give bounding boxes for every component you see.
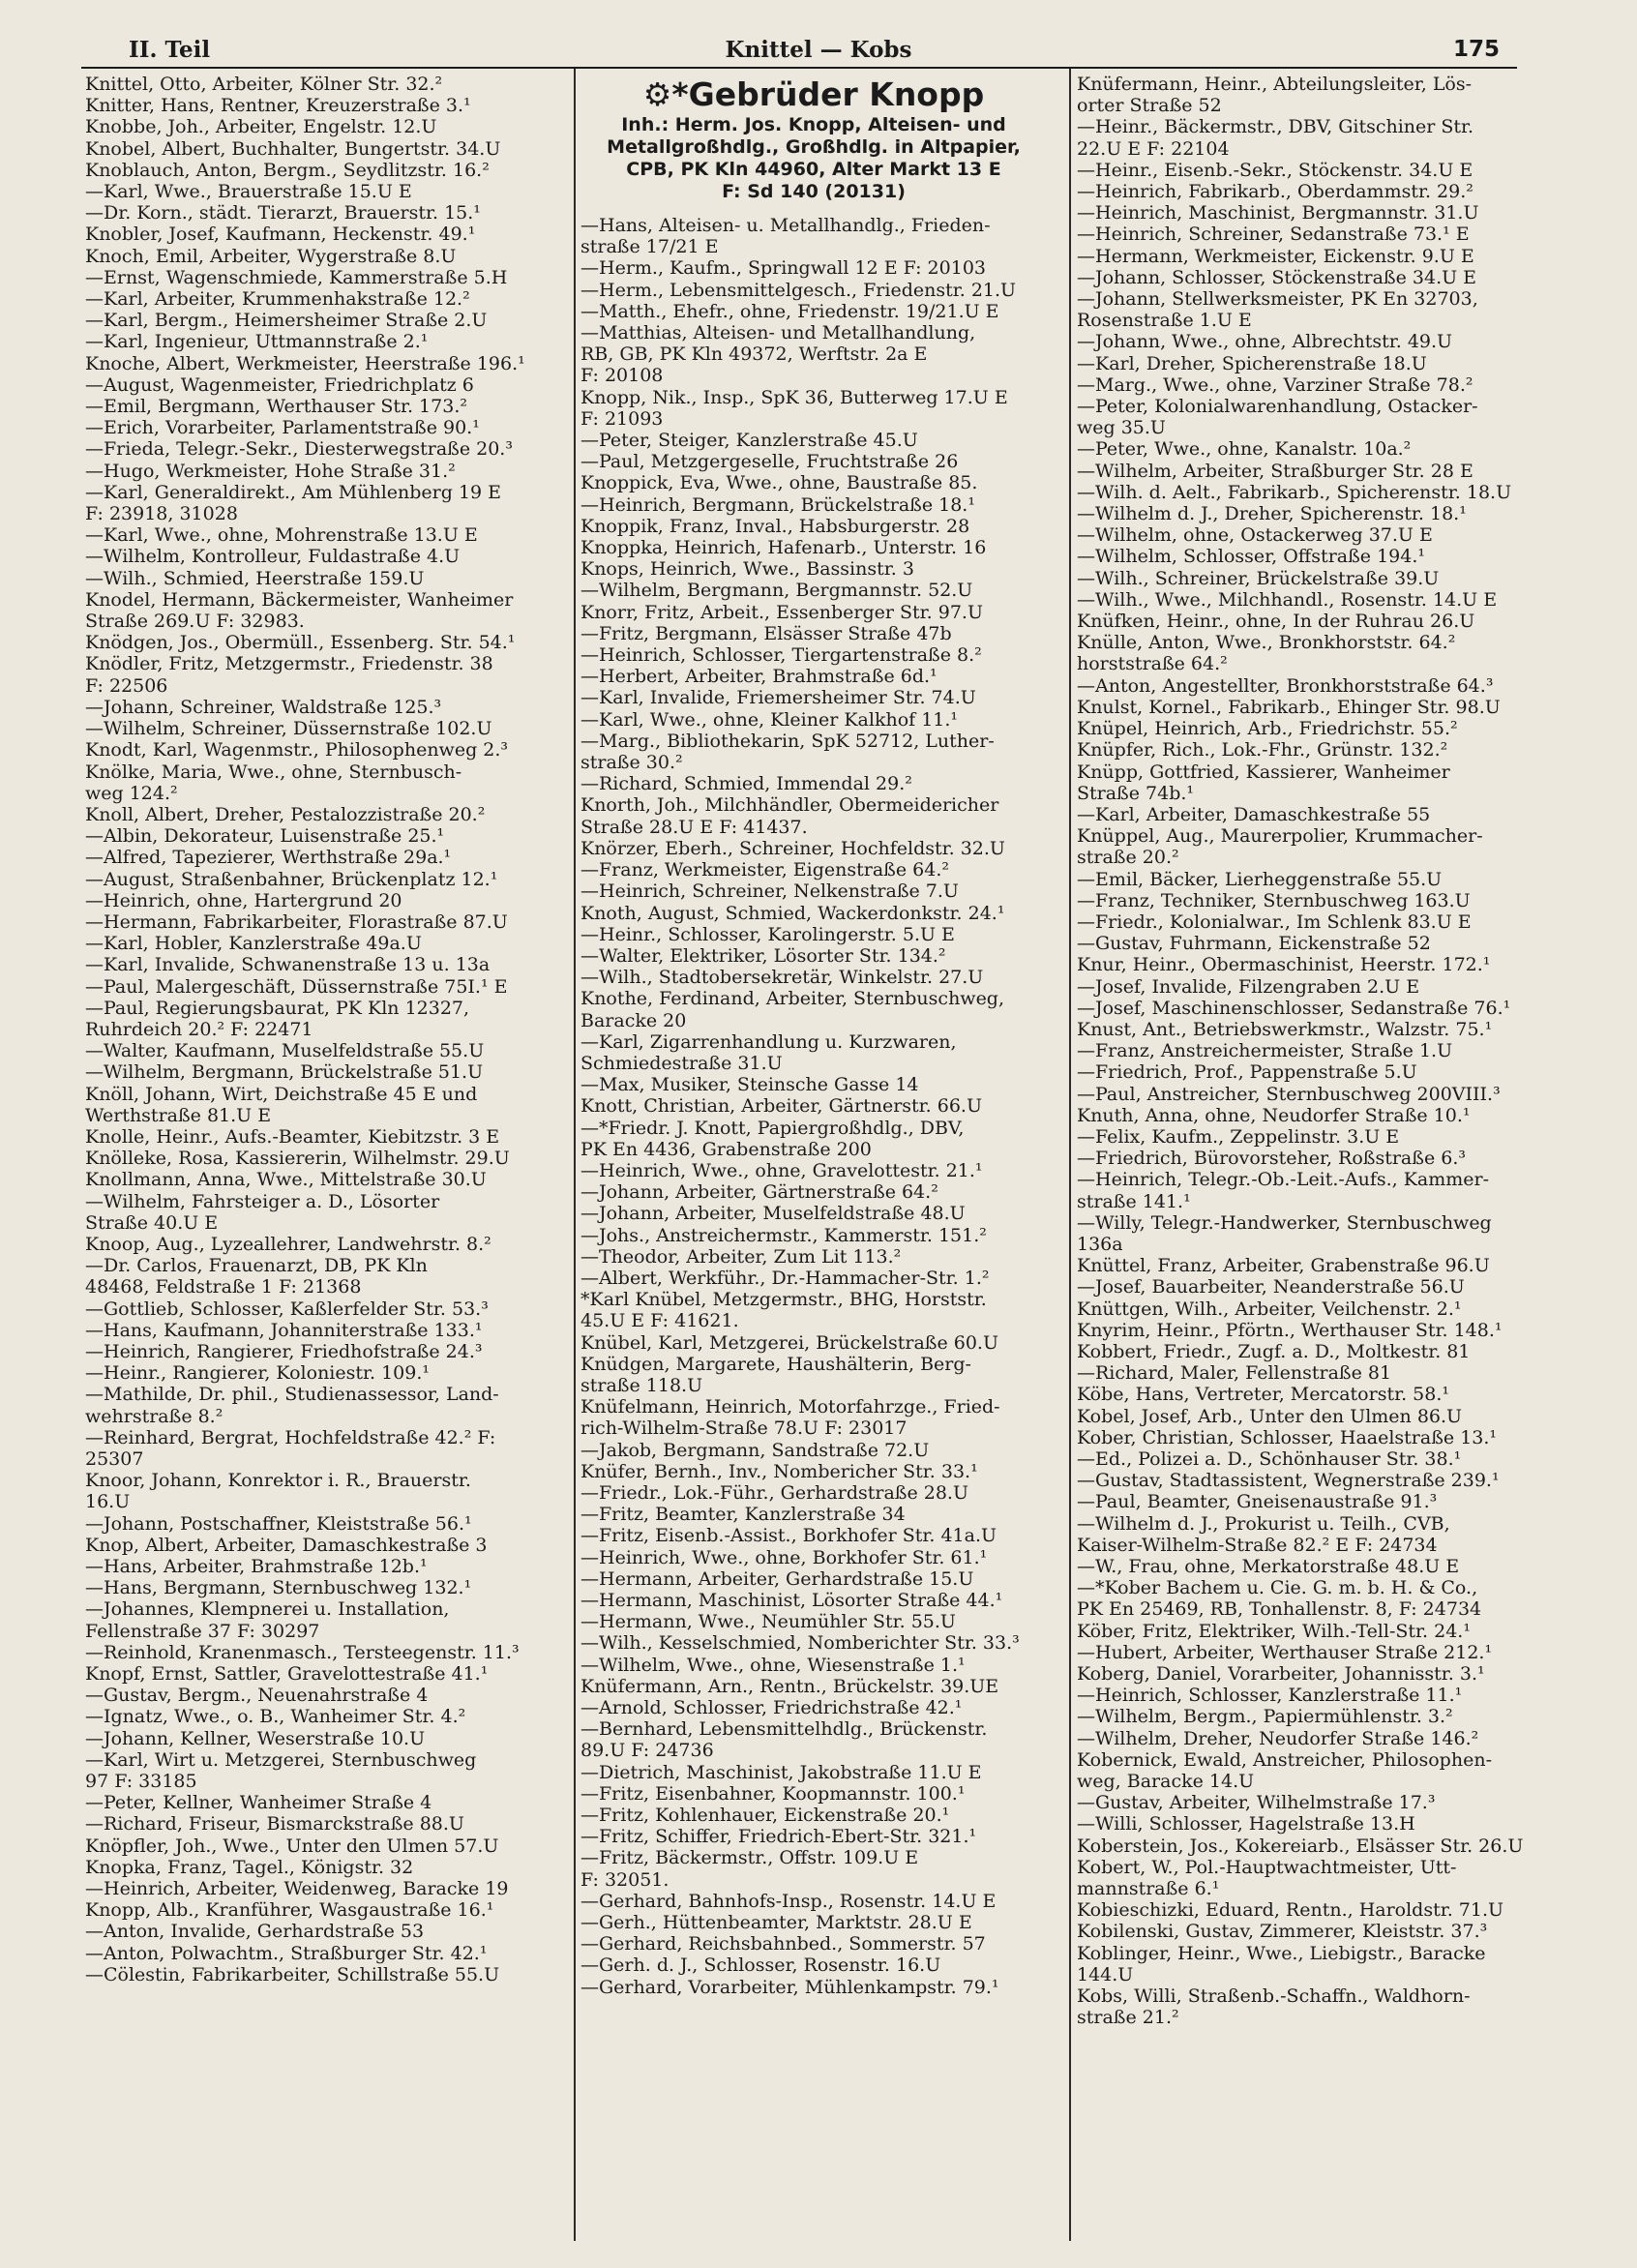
directory-entry: —Ed., Polizei a. D., Schönhauser Str. 38.¹ [1077, 1448, 1462, 1470]
directory-entry: —Peter, Steiger, Kanzlerstraße 45.U [580, 430, 918, 452]
directory-entry: —Fritz, Kohlenhauer, Eickenstraße 20.¹ [580, 1805, 950, 1827]
directory-entry: —Dietrich, Maschinist, Jakobstraße 11.U E [580, 1761, 982, 1783]
directory-entry: weg 35.U [1077, 417, 1166, 439]
directory-entry: —Willy, Telegr.-Handwerker, Sternbuschweg [1077, 1211, 1492, 1234]
directory-entry: 144.U [1077, 1963, 1134, 1985]
directory-entry: —Wilhelm, Schlosser, Offstraße 194.¹ [1077, 546, 1425, 568]
firm-advertisement [580, 75, 1047, 203]
directory-entry: Kobel, Josef, Arb., Unter den Ulmen 86.U [1077, 1405, 1463, 1427]
firm-line: CPB, PK Kln 44960, Alter Markt 13 E [626, 159, 1001, 180]
directory-entry: 97 F: 33185 [85, 1771, 197, 1793]
directory-entry: —Max, Musiker, Steinsche Gasse 14 [580, 1074, 919, 1096]
column-1 [85, 74, 551, 2236]
directory-entry: —Wilhelm d. J., Prokurist u. Teilh., CVB, [1077, 1512, 1450, 1535]
directory-entry: —Frieda, Telegr.-Sekr., Diesterwegstraße 20.³ [85, 438, 513, 461]
directory-entry: 45.U E F: 41621. [580, 1310, 739, 1332]
firm-name: *Gebrüder Knopp [671, 75, 985, 113]
firm-line: F: Sd 140 (20131) [722, 181, 906, 202]
directory-entry: —Johann, Stellwerksmeister, PK En 32703, [1077, 288, 1478, 311]
directory-entry: weg, Baracke 14.U [1077, 1771, 1255, 1793]
directory-entry: —Heinrich, Schlosser, Tiergartenstraße 8.² [580, 644, 982, 667]
directory-entry: Knüpfer, Rich., Lok.-Fhr., Grünstr. 132.² [1077, 739, 1448, 761]
directory-entry: —*Friedr. J. Knott, Papiergroßhdlg., DBV, [580, 1117, 965, 1139]
directory-entry: Kobs, Willi, Straßenb.-Schaffn., Waldhorn- [1077, 1985, 1471, 2008]
directory-entry: —Hans, Alteisen- u. Metallhandlg., Frieden- [580, 215, 991, 236]
directory-entry: Knopp, Alb., Kranführer, Wasgaustraße 16.¹ [85, 1899, 494, 1922]
directory-entry: Knoppka, Heinrich, Hafenarb., Unterstr. 16 [580, 537, 987, 559]
directory-entry: —Peter, Wwe., ohne, Kanalstr. 10a.² [1077, 438, 1412, 461]
directory-entry: —Alfred, Tapezierer, Werthstraße 29a.¹ [85, 847, 452, 869]
directory-entry: Knüdgen, Margarete, Haushälterin, Berg- [580, 1353, 971, 1375]
directory-entry: straße 21.² [1077, 2007, 1179, 2029]
directory-entry: Straße 28.U E F: 41437. [580, 816, 808, 838]
page-header [0, 33, 1637, 66]
directory-entry: —Heinrich, ohne, Hartergrund 20 [85, 889, 402, 911]
directory-entry: Köber, Fritz, Elektriker, Wilh.-Tell-Str. 24.¹ [1077, 1620, 1471, 1642]
directory-entry: —Marg., Bibliothekarin, SpK 52712, Luther- [580, 730, 995, 752]
directory-entry: straße 141.¹ [1077, 1190, 1191, 1212]
directory-entry: Knoll, Albert, Dreher, Pestalozzistraße 20.² [85, 803, 486, 825]
directory-entry: —Friedr., Lok.-Führ., Gerhardstraße 28.U [580, 1481, 968, 1504]
directory-entry: —Josef, Invalide, Filzengraben 2.U E [1077, 975, 1420, 998]
directory-entry: Knulst, Kornel., Fabrikarb., Ehinger Str. 98.U [1077, 696, 1501, 718]
directory-entry: Knyrim, Heinr., Pförtn., Werthauser Str. 148.¹ [1077, 1319, 1503, 1341]
directory-entry: 25307 [85, 1448, 144, 1470]
directory-entry: Knöpfler, Joh., Wwe., Unter den Ulmen 57.U [85, 1835, 499, 1857]
directory-entry: —Heinr., Bäckermstr., DBV, Gitschiner Str. [1077, 116, 1474, 138]
directory-entry: —Karl, Arbeiter, Damaschkestraße 55 [1077, 803, 1431, 825]
directory-entry: —Richard, Maler, Fellenstraße 81 [1077, 1362, 1392, 1385]
directory-entry: —Wilhelm, ohne, Ostackerweg 37.U E [1077, 524, 1433, 547]
directory-entry: —Fritz, Beamter, Kanzlerstraße 34 [580, 1504, 906, 1526]
directory-entry: Kobieschizki, Eduard, Rentn., Haroldstr. 71.U [1077, 1899, 1504, 1922]
directory-entry: —Gustav, Stadtassistent, Wegnerstraße 239.¹ [1077, 1470, 1500, 1492]
directory-entry: Knott, Christian, Arbeiter, Gärtnerstr. 66.U [580, 1095, 982, 1118]
directory-entry: —Wilhelm, Dreher, Neudorfer Straße 146.² [1077, 1727, 1479, 1749]
directory-entry: —Wilhelm, Bergm., Papiermühlenstr. 3.² [1077, 1706, 1453, 1728]
directory-entry: —Walter, Kaufmann, Muselfeldstraße 55.U [85, 1040, 485, 1062]
directory-entry: —Richard, Schmied, Immendal 29.² [580, 773, 912, 795]
directory-entry: —Karl, Wirt u. Metzgerei, Sternbuschweg [85, 1748, 477, 1771]
directory-entry: straße 20.² [1077, 847, 1179, 869]
directory-entry: Knüfer, Bernh., Inv., Nombericher Str. 33.¹ [580, 1460, 978, 1482]
directory-entry: 136a [1077, 1233, 1123, 1255]
directory-entry: —Paul, Metzgergeselle, Fruchtstraße 26 [580, 451, 959, 473]
directory-entry: —Heinrich, Arbeiter, Weidenweg, Baracke 19 [85, 1878, 509, 1900]
directory-entry: Knopp, Nik., Insp., SpK 36, Butterweg 17.U E [580, 386, 1008, 408]
directory-entry: —Dr. Korn., städt. Tierarzt, Brauerstr. 15.¹ [85, 202, 481, 224]
directory-entry: —Heinrich, Schreiner, Sedanstraße 73.¹ E [1077, 224, 1470, 246]
directory-entry: straße 118.U [580, 1374, 703, 1396]
directory-entry: Knittel, Otto, Arbeiter, Kölner Str. 32.² [85, 74, 443, 95]
directory-entry: Knollmann, Anna, Wwe., Mittelstraße 30.U [85, 1169, 487, 1191]
directory-entry: —Peter, Kellner, Wanheimer Straße 4 [85, 1792, 432, 1814]
directory-entry: —Bernhard, Lebensmittelhdlg., Brückenstr. [580, 1718, 988, 1741]
directory-entry: Knoppick, Eva, Wwe., ohne, Baustraße 85. [580, 472, 978, 494]
directory-entry: Köbe, Hans, Vertreter, Mercatorstr. 58.¹ [1077, 1384, 1449, 1406]
directory-entry: —Anton, Angestellter, Bronkhorststraße 64.³ [1077, 674, 1494, 697]
directory-entry: straße 30.² [580, 752, 683, 774]
directory-entry: wehrstraße 8.² [85, 1405, 223, 1427]
directory-entry: —Ignatz, Wwe., o. B., Wanheimer Str. 4.² [85, 1706, 466, 1728]
directory-entry: —Wilh., Schmied, Heerstraße 159.U [85, 567, 425, 589]
page-number: 175 [1452, 37, 1500, 62]
directory-entry: F: 23918, 31028 [85, 503, 238, 525]
directory-entry: Knothe, Ferdinand, Arbeiter, Sternbuschweg, [580, 988, 1005, 1010]
directory-entry: —Heinr., Schlosser, Karolingerstr. 5.U E [580, 923, 955, 945]
directory-entry: —Heinr., Rangierer, Koloniestr. 109.¹ [85, 1362, 431, 1385]
directory-entry: —Albert, Werkführ., Dr.-Hammacher-Str. 1.² [580, 1267, 990, 1289]
directory-entry: 22.U E F: 22104 [1077, 137, 1230, 160]
directory-entry: —Herbert, Arbeiter, Brahmstraße 6d.¹ [580, 666, 938, 688]
directory-entry: Kobert, W., Pol.-Hauptwachtmeister, Utt- [1077, 1856, 1457, 1878]
firm-line: Inh.: Herm. Jos. Knopp, Alteisen- und [621, 114, 1006, 135]
directory-entry: —Theodor, Arbeiter, Zum Lit 113.² [580, 1245, 902, 1268]
header-range: Knittel — Kobs [725, 37, 912, 63]
directory-entry: —Johann, Postschaffner, Kleiststraße 56.¹ [85, 1512, 472, 1535]
directory-entry: —Hermann, Maschinist, Lösorter Straße 44.¹ [580, 1590, 1003, 1611]
directory-entry: Knitter, Hans, Rentner, Kreuzerstraße 3.¹ [85, 95, 471, 117]
directory-entry: Knuth, Anna, ohne, Neudorfer Straße 10.¹ [1077, 1104, 1471, 1126]
directory-entry: —Friedrich, Bürovorsteher, Roßstraße 6.³ [1077, 1148, 1466, 1170]
directory-entry: Knoppik, Franz, Inval., Habsburgerstr. 28 [580, 515, 970, 537]
directory-entry: —Wilhelm, Kontrolleur, Fuldastraße 4.U [85, 546, 461, 568]
directory-entry: —Albin, Dekorateur, Luisenstraße 25.¹ [85, 825, 445, 848]
directory-entry: —Wilhelm, Arbeiter, Straßburger Str. 28 E [1077, 460, 1473, 482]
directory-entry: rich-Wilhelm-Straße 78.U F: 23017 [580, 1418, 908, 1440]
directory-entry: —Herm., Kaufm., Springwall 12 E F: 20103 [580, 257, 986, 280]
directory-entry: —Karl, Invalide, Schwanenstraße 13 u. 13a [85, 954, 491, 976]
directory-entry: Knodel, Hermann, Bäckermeister, Wanheimer [85, 588, 514, 611]
directory-entry: —Richard, Friseur, Bismarckstraße 88.U [85, 1813, 464, 1835]
directory-entry: Koblinger, Heinr., Wwe., Liebigstr., Baracke [1077, 1942, 1486, 1964]
directory-entry: Koberstein, Jos., Kokereiarb., Elsässer Str. 26.U [1077, 1835, 1524, 1857]
directory-entry: Knoche, Albert, Werkmeister, Heerstraße 196.¹ [85, 352, 525, 374]
directory-entry: Werthstraße 81.U E [85, 1104, 272, 1126]
directory-entry: Knülle, Anton, Wwe., Bronkhorststr. 64.² [1077, 632, 1456, 654]
directory-entry: —Wilh., Kesselschmied, Nomberichter Str. 33.³ [580, 1632, 1020, 1655]
directory-entry: —Wilhelm, Fahrsteiger a. D., Lösorter [85, 1190, 440, 1212]
directory-entry: horststraße 64.² [1077, 653, 1228, 675]
directory-entry: Knöll, Johann, Wirt, Deichstraße 45 E und [85, 1083, 478, 1105]
directory-entry: —Anton, Polwachtm., Straßburger Str. 42.¹ [85, 1942, 488, 1964]
directory-entry: orter Straße 52 [1077, 95, 1222, 117]
directory-entry: Knorr, Fritz, Arbeit., Essenberger Str. 97.U [580, 601, 983, 623]
directory-entry: —Hans, Kaufmann, Johanniterstraße 133.¹ [85, 1319, 483, 1341]
directory-entry: Schmiedestraße 31.U [580, 1052, 783, 1074]
directory-entry: Knüppel, Aug., Maurerpolier, Krummacher- [1077, 825, 1483, 848]
directory-entry: Ruhrdeich 20.² F: 22471 [85, 1018, 313, 1040]
directory-entry: —Heinrich, Fabrikarb., Oberdammstr. 29.² [1077, 181, 1473, 203]
directory-entry: —Gustav, Bergm., Neuenahrstraße 4 [85, 1685, 429, 1707]
directory-entry: —Fritz, Eisenb.-Assist., Borkhofer Str. 41a.U [580, 1525, 997, 1547]
directory-entry: Kobilenski, Gustav, Zimmerer, Kleiststr. 37.³ [1077, 1921, 1488, 1943]
directory-entry: —Reinhold, Kranenmasch., Tersteegenstr. 11.³ [85, 1641, 520, 1663]
directory-entry: Baracke 20 [580, 1009, 687, 1031]
directory-entry: —Franz, Anstreichermeister, Straße 1.U [1077, 1040, 1453, 1062]
directory-entry: —Franz, Werkmeister, Eigenstraße 64.² [580, 859, 949, 881]
directory-entry: —Gerhard, Vorarbeiter, Mühlenkampstr. 79.¹ [580, 1976, 999, 1998]
directory-entry: —Karl, Wwe., ohne, Mohrenstraße 13.U E [85, 524, 478, 547]
directory-entry: —Cölestin, Fabrikarbeiter, Schillstraße 55.U [85, 1963, 500, 1985]
directory-entry: —Emil, Bergmann, Werthauser Str. 173.² [85, 396, 467, 418]
directory-entry: Straße 40.U E [85, 1211, 219, 1234]
directory-entry: —Hugo, Werkmeister, Hohe Straße 31.² [85, 460, 456, 482]
directory-entry: Kobbert, Friedr., Zugf. a. D., Moltkestr. 81 [1077, 1340, 1471, 1362]
directory-entry: —Hermann, Arbeiter, Gerhardstraße 15.U [580, 1567, 974, 1590]
directory-entry: —Johann, Arbeiter, Muselfeldstraße 48.U [580, 1203, 966, 1225]
directory-entry: Knüpel, Heinrich, Arb., Friedrichstr. 55.² [1077, 718, 1458, 740]
directory-entry: PK En 25469, RB, Tonhallenstr. 8, F: 24734 [1077, 1598, 1482, 1621]
directory-entry: —Karl, Wwe., Brauerstraße 15.U E [85, 181, 412, 203]
directory-entry: —Wilhelm d. J., Dreher, Spicherenstr. 18.¹ [1077, 503, 1467, 525]
directory-entry: —Peter, Kolonialwarenhandlung, Ostacker- [1077, 396, 1478, 418]
directory-entry: —Herm., Lebensmittelgesch., Friedenstr. 21.U [580, 279, 1017, 301]
directory-entry: Knodt, Karl, Wagenmstr., Philosophenweg 2.³ [85, 739, 509, 761]
directory-entry: —Friedrich, Prof., Pappenstraße 5.U [1077, 1061, 1417, 1084]
directory-entry: —August, Wagenmeister, Friedrichplatz 6 [85, 373, 474, 396]
directory-entry: —Fritz, Bergmann, Elsässer Straße 47b [580, 622, 952, 644]
directory-entry: *Karl Knübel, Metzgermstr., BHG, Horststr. [580, 1289, 987, 1311]
directory-entry: —Josef, Bauarbeiter, Neanderstraße 56.U [1077, 1276, 1465, 1298]
directory-entry: mannstraße 6.¹ [1077, 1878, 1220, 1900]
directory-entry: 89.U F: 24736 [580, 1740, 714, 1762]
directory-entry: Koberg, Daniel, Vorarbeiter, Johannisstr. 3.¹ [1077, 1663, 1485, 1686]
directory-entry: F: 22506 [85, 674, 168, 697]
directory-entry: —Karl, Hobler, Kanzlerstraße 49a.U [85, 933, 422, 955]
directory-entry: —Johann, Schreiner, Waldstraße 125.³ [85, 696, 442, 718]
directory-entry: —Heinrich, Wwe., ohne, Borkhofer Str. 61.¹ [580, 1546, 988, 1568]
directory-entry: —Heinrich, Rangierer, Friedhofstraße 24.³ [85, 1340, 483, 1362]
column-divider [1069, 69, 1071, 2241]
directory-entry: —Matth., Ehefr., ohne, Friedenstr. 19/21.U E [580, 300, 999, 322]
directory-entry: —Gottlieb, Schlosser, Kaßlerfelder Str. 53.³ [85, 1298, 489, 1320]
directory-entry: —Heinrich, Maschinist, Bergmannstr. 31.U [1077, 202, 1479, 224]
directory-entry: —Jakob, Bergmann, Sandstraße 72.U [580, 1439, 930, 1461]
directory-entry: —Anton, Invalide, Gerhardstraße 53 [85, 1921, 425, 1943]
directory-entry: Knorth, Joh., Milchhändler, Obermeidericher [580, 794, 999, 817]
directory-entry: —Arnold, Schlosser, Friedrichstraße 42.¹ [580, 1697, 963, 1719]
directory-entry: Knüfelmann, Heinrich, Motorfahrzge., Fried- [580, 1396, 1000, 1418]
directory-entry: —Johs., Anstreichermstr., Kammerstr. 151.² [580, 1224, 987, 1246]
directory-entry: Knur, Heinr., Obermaschinist, Heerstr. 172.¹ [1077, 954, 1491, 976]
directory-entry: —Gerhard, Reichsbahnbed., Sommerstr. 57 [580, 1933, 986, 1955]
column-divider [574, 69, 576, 2241]
directory-entry: —Heinrich, Wwe., ohne, Gravelottestr. 21.¹ [580, 1159, 983, 1181]
directory-entry: —Karl, Ingenieur, Uttmannstraße 2.¹ [85, 331, 429, 353]
directory-entry: Knopf, Ernst, Sattler, Gravelottestraße 41.¹ [85, 1663, 489, 1686]
gear-icon: ⚙ [642, 75, 672, 113]
directory-entry: —Heinrich, Schlosser, Kanzlerstraße 11.¹ [1077, 1685, 1463, 1707]
directory-entry: —Fritz, Eisenbahner, Koopmannstr. 100.¹ [580, 1782, 966, 1805]
directory-entry: —Emil, Bäcker, Lierheggenstraße 55.U [1077, 868, 1443, 890]
directory-entry: —W., Frau, ohne, Merkatorstraße 48.U E [1077, 1556, 1460, 1578]
directory-entry: —August, Straßenbahner, Brückenplatz 12.¹ [85, 868, 498, 890]
directory-entry: —Hans, Arbeiter, Brahmstraße 12b.¹ [85, 1556, 428, 1578]
directory-entry: —Wilh., Schreiner, Brückelstraße 39.U [1077, 567, 1440, 589]
directory-entry: Knobbe, Joh., Arbeiter, Engelstr. 12.U [85, 116, 437, 138]
header-rule [81, 67, 1517, 69]
directory-entry: —Karl, Generaldirekt., Am Mühlenberg 19 E [85, 481, 502, 503]
directory-entry: —Gustav, Fuhrmann, Eickenstraße 52 [1077, 933, 1431, 955]
directory-entry: Knoblauch, Anton, Bergm., Seydlitzstr. 16.² [85, 159, 490, 181]
directory-entry: —Karl, Zigarrenhandlung u. Kurzwaren, [580, 1030, 957, 1053]
directory-entry: —Wilh., Stadtobersekretär, Winkelstr. 27.U [580, 967, 984, 989]
directory-entry: weg 124.² [85, 782, 178, 804]
directory-entry: Knüfken, Heinr., ohne, In der Ruhrau 26.U [1077, 611, 1475, 633]
directory-entry: —Josef, Maschinenschlosser, Sedanstraße 76.¹ [1077, 997, 1511, 1019]
directory-entry: Knoop, Aug., Lyzeallehrer, Landwehrstr. 8.² [85, 1233, 491, 1255]
directory-entry: Knobel, Albert, Buchhalter, Bungertstr. 34.U [85, 137, 501, 160]
directory-entry: Knobler, Josef, Kaufmann, Heckenstr. 49.¹ [85, 224, 476, 246]
directory-entry: Rosenstraße 1.U E [1077, 310, 1252, 332]
directory-entry: Straße 269.U F: 32983. [85, 611, 305, 633]
directory-entry: Knolle, Heinr., Aufs.-Beamter, Kiebitzstr. 3 E [85, 1125, 500, 1148]
directory-entry: —Matthias, Alteisen- und Metallhandlung, [580, 322, 976, 344]
directory-entry: —Fritz, Schiffer, Friedrich-Ebert-Str. 321.¹ [580, 1826, 977, 1848]
directory-entry: —Johann, Wwe., ohne, Albrechtstr. 49.U [1077, 331, 1453, 353]
directory-entry: Knüfermann, Arn., Rentn., Brückelstr. 39.UE [580, 1675, 999, 1697]
directory-entry: —Reinhard, Bergrat, Hochfeldstraße 42.² F: [85, 1426, 496, 1448]
directory-entry: Knoor, Johann, Konrektor i. R., Brauerstr. [85, 1470, 471, 1492]
directory-entry: —Hermann, Werkmeister, Eickenstr. 9.U E [1077, 245, 1474, 267]
directory-entry: Kobernick, Ewald, Anstreicher, Philosophen- [1077, 1748, 1492, 1771]
directory-entry: —Johann, Kellner, Weserstraße 10.U [85, 1727, 426, 1749]
column-2 [580, 74, 1047, 2236]
directory-entry: —Johannes, Klempnerei u. Installation, [85, 1598, 450, 1621]
directory-entry: Knopka, Franz, Tagel., Königstr. 32 [85, 1856, 414, 1878]
directory-entry: 16.U [85, 1491, 131, 1513]
directory-entry: —Heinrich, Schreiner, Nelkenstraße 7.U [580, 880, 959, 903]
firm-line: Metallgroßhdlg., Großhdlg. in Altpapier, [607, 136, 1021, 158]
directory-entry: —Wilh., Wwe., Milchhandl., Rosenstr. 14.U E [1077, 588, 1498, 611]
directory-entry: —Hubert, Arbeiter, Werthauser Straße 212.¹ [1077, 1641, 1493, 1663]
directory-entry: Fellenstraße 37 F: 30297 [85, 1620, 320, 1642]
directory-entry: —Ernst, Wagenschmiede, Kammerstraße 5.H [85, 266, 508, 288]
directory-entry: Knoch, Emil, Arbeiter, Wygerstraße 8.U [85, 245, 457, 267]
directory-entry: —Wilhelm, Bergmann, Brückelstraße 51.U [85, 1061, 484, 1084]
directory-entry: F: 20108 [580, 365, 664, 387]
directory-entry: —Karl, Arbeiter, Krummenhakstraße 12.² [85, 288, 470, 311]
directory-entry: —Hermann, Fabrikarbeiter, Florastraße 87.U [85, 910, 508, 933]
column-2-entries [580, 215, 1047, 1998]
directory-entry: —Karl, Dreher, Spicherenstraße 18.U [1077, 352, 1427, 374]
directory-entry: —Dr. Carlos, Frauenarzt, DB, PK Kln [85, 1255, 428, 1277]
directory-entry: —Walter, Elektriker, Lösorter Str. 134.² [580, 944, 946, 967]
directory-entry: Knödgen, Jos., Obermüll., Essenberg. Str. 54.¹ [85, 632, 516, 654]
directory-entry: —Friedr., Kolonialwar., Im Schlenk 83.U E [1077, 910, 1472, 933]
directory-entry: —Wilh. d. Aelt., Fabrikarb., Spicherenstr. 18.U [1077, 481, 1512, 503]
directory-entry: —Mathilde, Dr. phil., Studienassessor, Land- [85, 1384, 499, 1406]
directory-entry: PK En 4436, Grabenstraße 200 [580, 1138, 872, 1160]
directory-entry: straße 17/21 E [580, 236, 719, 258]
directory-entry: Kaiser-Wilhelm-Straße 82.² E F: 24734 [1077, 1534, 1438, 1556]
directory-entry: 48468, Feldstraße 1 F: 21368 [85, 1276, 362, 1298]
directory-entry: —Erich, Vorarbeiter, Parlamentstraße 90.¹ [85, 417, 480, 439]
directory-entry: —Gerh. d. J., Schlosser, Rosenstr. 16.U [580, 1955, 941, 1977]
directory-entry: —Paul, Beamter, Gneisenaustraße 91.³ [1077, 1491, 1438, 1513]
directory-entry: —Wilhelm, Wwe., ohne, Wiesenstraße 1.¹ [580, 1654, 966, 1676]
directory-entry: Knops, Heinrich, Wwe., Bassinstr. 3 [580, 558, 914, 581]
directory-entry: —Paul, Anstreicher, Sternbuschweg 200VIII.³ [1077, 1083, 1501, 1105]
directory-entry: —Willi, Schlosser, Hagelstraße 13.H [1077, 1813, 1415, 1835]
directory-entry: —*Kober Bachem u. Cie. G. m. b. H. & Co., [1077, 1577, 1478, 1599]
directory-entry: Knübel, Karl, Metzgerei, Brückelstraße 60.U [580, 1331, 998, 1354]
directory-entry: —Marg., Wwe., ohne, Varziner Straße 78.² [1077, 373, 1473, 396]
directory-entry: —Heinrich, Telegr.-Ob.-Leit.-Aufs., Kammer- [1077, 1169, 1490, 1191]
directory-entry: Knölke, Maria, Wwe., ohne, Sternbusch- [85, 761, 462, 783]
directory-entry: Knödler, Fritz, Metzgermstr., Friedenstr. 38 [85, 653, 493, 675]
directory-entry: —Gerh., Hüttenbeamter, Marktstr. 28.U E [580, 1912, 972, 1934]
directory-entry: —Karl, Bergm., Heimersheimer Straße 2.U [85, 310, 488, 332]
directory-entry: Knoth, August, Schmied, Wackerdonkstr. 24.¹ [580, 902, 1005, 924]
directory-entry: —Wilhelm, Bergmann, Bergmannstr. 52.U [580, 580, 973, 602]
directory-entry: —Karl, Wwe., ohne, Kleiner Kalkhof 11.¹ [580, 708, 959, 731]
directory-entry: Knüttel, Franz, Arbeiter, Grabenstraße 96.U [1077, 1255, 1490, 1277]
directory-entry: RB, GB, PK Kln 49372, Werftstr. 2a E [580, 343, 928, 366]
directory-entry: Knüpp, Gottfried, Kassierer, Wanheimer [1077, 761, 1450, 783]
directory-entry: —Hermann, Wwe., Neumühler Str. 55.U [580, 1611, 956, 1633]
directory-entry: —Fritz, Bäckermstr., Offstr. 109.U E [580, 1847, 919, 1869]
directory-entry: F: 21093 [580, 407, 664, 430]
directory-entry: Kober, Christian, Schlosser, Haaelstraße 13.¹ [1077, 1426, 1498, 1448]
directory-entry: —Paul, Regierungsbaurat, PK Kln 12327, [85, 997, 470, 1019]
directory-entry: Straße 74b.¹ [1077, 782, 1195, 804]
directory-entry: —Hans, Bergmann, Sternbuschweg 132.¹ [85, 1577, 472, 1599]
directory-entry: Knust, Ant., Betriebswerkmstr., Walzstr. 75.¹ [1077, 1018, 1493, 1040]
directory-entry: —Franz, Techniker, Sternbuschweg 163.U [1077, 889, 1471, 911]
directory-entry: —Gustav, Arbeiter, Wilhelmstraße 17.³ [1077, 1792, 1436, 1814]
directory-entry: —Heinrich, Bergmann, Brückelstraße 18.¹ [580, 493, 975, 516]
directory-entry: Knüfermann, Heinr., Abteilungsleiter, Lös- [1077, 74, 1473, 95]
directory-entry: —Paul, Malergeschäft, Düssernstraße 75I.¹ E [85, 975, 508, 998]
directory-entry: —Johann, Schlosser, Stöckenstraße 34.U E [1077, 266, 1477, 288]
directory-entry: —Karl, Invalide, Friemersheimer Str. 74.U [580, 687, 976, 709]
directory-entry: Knörzer, Eberh., Schreiner, Hochfeldstr. 32.U [580, 837, 1005, 859]
directory-entry: Knüttgen, Wilh., Arbeiter, Veilchenstr. 2.¹ [1077, 1298, 1462, 1320]
directory-entry: Knölleke, Rosa, Kassiererin, Wilhelmstr. 29.U [85, 1148, 510, 1170]
column-3 [1077, 74, 1543, 2236]
header-section: II. Teil [129, 37, 211, 63]
directory-entry: —Wilhelm, Schreiner, Düssernstraße 102.U [85, 718, 492, 740]
directory-entry: —Gerhard, Bahnhofs-Insp., Rosenstr. 14.U E [580, 1890, 997, 1912]
directory-entry: —Felix, Kaufm., Zeppelinstr. 3.U E [1077, 1125, 1400, 1148]
directory-entry: Knop, Albert, Arbeiter, Damaschkestraße 3 [85, 1534, 488, 1556]
directory-entry: —Heinr., Eisenb.-Sekr., Stöckenstr. 34.U E [1077, 159, 1473, 181]
directory-entry: —Johann, Arbeiter, Gärtnerstraße 64.² [580, 1181, 938, 1204]
directory-entry: F: 32051. [580, 1868, 670, 1891]
